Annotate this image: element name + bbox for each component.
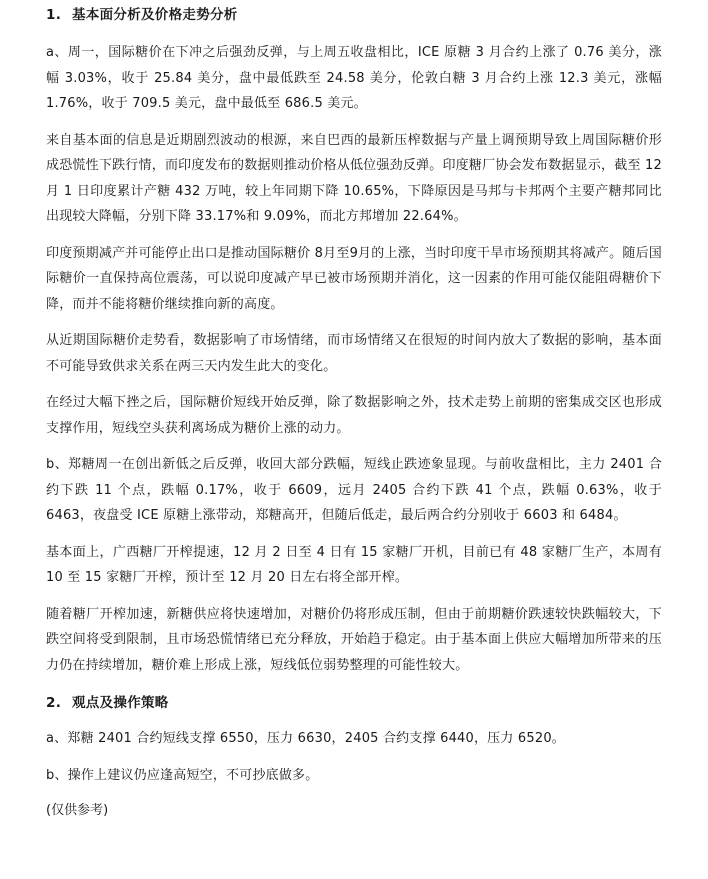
section-title: 观点及操作策略: [72, 695, 169, 711]
paragraph-operation-advice: b、操作上建议仍应逢高短空，不可抄底做多。: [46, 767, 319, 783]
section-title: 基本面分析及价格走势分析: [72, 7, 238, 23]
paragraph-india-outlook: 印度预期减产并可能停止出口是推动国际糖价 8月至9月的上涨，当时印度干旱市场预期其将减产。随后国际糖价一直保持高位震荡，可以说印度减产早已被市场预期并消化，这一因素的作用可能仅能阻碍糖价下降，而并不能将糖价继续推向新的高度。: [46, 245, 662, 312]
paragraph-ice-sugar: a、周一，国际糖价在下冲之后强劲反弹，与上周五收盘相比，ICE 原糖 3 月合约上涨了 0.76 美分，涨幅 3.03%，收于 25.84 美分，盘中最低跌至 24.58 美分，伦敦白糖 3 月合约上涨 12.3 美元，涨幅 1.76%，收于 709.5 美元，盘中最低至 686.5 美元。: [46, 45, 662, 111]
disclaimer-text: (仅供参考): [46, 803, 109, 818]
paragraph-fundamentals: 来自基本面的信息是近期剧烈波动的根源，来自巴西的最新压榨数据与产量上调预期导致上周国际糖价形成恐慌性下跌行情，而印度发布的数据则推动价格从低位强劲反弹。印度糖厂协会发布数据显示，截至 12 月 1 日印度累计产糖 432 万吨，较上年同期下降 10.65%，下降原因是马邦与卡邦两个主要产糖邦同比出现较大降幅，分别下降 33.17%和 9.09%，而北方邦增加 22.64%。: [46, 132, 662, 224]
paragraph-supply-pressure: 随着糖厂开榨加速，新糖供应将快速增加，对糖价仍将形成压制，但由于前期糖价跌速较快跌幅较大，下跌空间将受到限制，且市场恐慌情绪已充分释放，开始趋于稳定。由于基本面上供应大幅增加所带来的压力仍在持续增加，糖价难上形成上涨，短线低位弱势整理的可能性较大。: [46, 606, 662, 673]
paragraph-support-resistance: a、郑糖 2401 合约短线支撑 6550，压力 6630，2405 合约支撑 6440，压力 6520。: [46, 731, 565, 746]
section-heading-analysis: [46, 4, 662, 26]
paragraph-rebound: 在经过大幅下挫之后，国际糖价短线开始反弹，除了数据影响之外，技术走势上前期的密集成交区也形成支撑作用，短线空头获利离场成为糖价上涨的动力。: [46, 395, 662, 436]
paragraph-zhengzhou-sugar: b、郑糖周一在创出新低之后反弹，收回大部分跌幅，短线止跌迹象显现。与前收盘相比，主力 2401 合约下跌 11 个点，跌幅 0.17%，收于 6609，远月 2405 合约下跌 41 个点，跌幅 0.63%，收于 6463，夜盘受 ICE 原糖上涨带动，郑糖高开，但随后低走，最后两合约分别收于 6603 和 6484。: [46, 457, 662, 523]
paragraph-guangxi-mills: 基本面上，广西糖厂开榨提速，12 月 2 日至 4 日有 15 家糖厂开机，目前已有 48 家糖厂生产，本周有 10 至 15 家糖厂开榨，预计至 12 月 20 日左右将全部开榨。: [46, 544, 662, 585]
section-number: 1.: [46, 7, 62, 23]
section-number: 2.: [46, 695, 62, 711]
section-heading-strategy: [46, 692, 662, 714]
paragraph-recent-trend: 从近期国际糖价走势看，数据影响了市场情绪，而市场情绪又在很短的时间内放大了数据的影响，基本面不可能导致供求关系在两三天内发生此大的变化。: [46, 333, 662, 374]
